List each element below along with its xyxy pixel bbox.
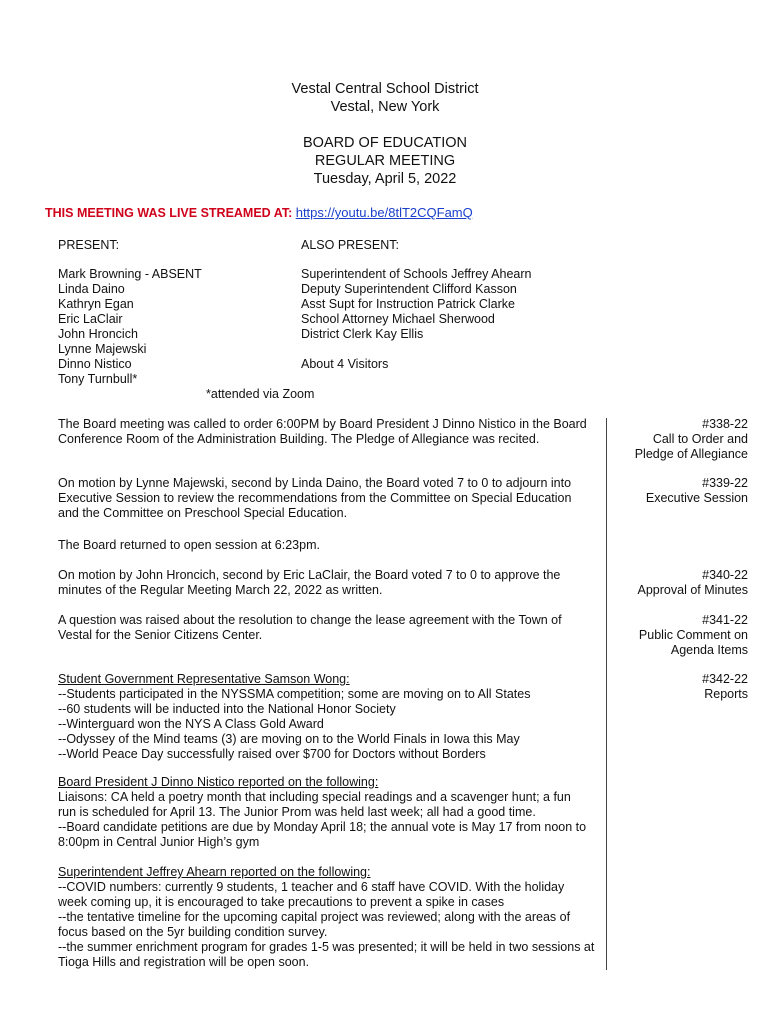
also-present-heading: ALSO PRESENT:: [301, 238, 399, 252]
present-member: Lynne Majewski: [58, 342, 147, 356]
present-member: Tony Turnbull*: [58, 372, 138, 386]
district-name: Vestal Central School District: [291, 81, 479, 97]
resolution-title: Public Comment on: [638, 628, 748, 642]
student-report: [58, 672, 530, 762]
call-to-order-label: [635, 417, 748, 462]
resolution-number: #340-22: [702, 568, 748, 582]
call-to-order-text: [58, 417, 587, 447]
also-present-list: [301, 267, 531, 342]
text-line: Executive Session to review the recommendations from the Committee on Special Education: [58, 491, 572, 505]
present-member: Linda Daino: [58, 282, 125, 296]
present-member: John Hroncich: [58, 327, 138, 341]
resolution-title: Approval of Minutes: [637, 583, 748, 597]
resolution-number: #342-22: [702, 672, 748, 686]
resolution-title: Agenda Items: [670, 643, 748, 657]
board-title: BOARD OF EDUCATION: [302, 135, 468, 151]
stream-label: THIS MEETING WAS LIVE STREAMED AT:: [45, 206, 293, 220]
text-line: --COVID numbers: currently 9 students, 1 teacher and 6 staff have COVID. With the holiday: [58, 880, 565, 894]
visitors-count: About 4 Visitors: [301, 357, 389, 371]
text-line: A question was raised about the resolution to change the lease agreement with the Town of: [58, 613, 562, 627]
text-line: run is scheduled for April 13. The Junior Prom was held last week; all had a good time.: [58, 805, 536, 819]
text-line: Tioga Hills and registration will be open soon.: [58, 955, 310, 969]
also-present-member: Deputy Superintendent Clifford Kasson: [301, 282, 517, 296]
executive-session-text: [58, 476, 571, 521]
district-location: Vestal, New York: [330, 99, 440, 115]
text-line: --Odyssey of the Mind teams (3) are moving on to the World Finals in Iowa this May: [58, 732, 520, 746]
public-comment-label: [639, 613, 748, 658]
zoom-note: *attended via Zoom: [206, 387, 315, 401]
stream-notice: [45, 205, 473, 220]
text-line: --Winterguard won the NYS A Class Gold Award: [58, 717, 324, 731]
minutes-approval-label: [638, 568, 748, 598]
text-line: The Board returned to open session at 6:23pm.: [58, 538, 320, 552]
president-report-heading: Board President J Dinno Nistico reported on the following:: [58, 775, 379, 789]
also-present-member: Superintendent of Schools Jeffrey Ahearn: [301, 267, 532, 281]
text-line: Conference Room of the Administration Building. The Pledge of Allegiance was recited.: [58, 432, 540, 446]
present-member: Kathryn Egan: [58, 297, 134, 311]
superintendent-report: [58, 865, 594, 970]
student-report-heading: Student Government Representative Samson Wong:: [58, 672, 350, 686]
superintendent-report-heading: Superintendent Jeffrey Ahearn reported on the following:: [58, 865, 371, 879]
text-line: Vestal for the Senior Citizens Center.: [58, 628, 263, 642]
text-line: On motion by John Hroncich, second by Eric LaClair, the Board voted 7 to 0 to approve the: [58, 568, 561, 582]
text-line: and the Committee on Preschool Special Education.: [58, 506, 348, 520]
column-divider: [606, 418, 607, 970]
text-line: minutes of the Regular Meeting March 22, 2022 as written.: [58, 583, 383, 597]
meeting-type: REGULAR MEETING: [314, 153, 456, 169]
reports-label: [702, 672, 748, 702]
resolution-title: Reports: [704, 687, 748, 701]
stream-link[interactable]: https://youtu.be/8tlT2CQFamQ: [295, 205, 473, 220]
text-line: week coming up, it is encouraged to take precautions to prevent a spike in cases: [58, 895, 505, 909]
text-line: --the summer enrichment program for grades 1-5 was presented; it will be held in two sessions at: [58, 940, 595, 954]
meeting-date: Tuesday, April 5, 2022: [313, 171, 457, 187]
present-member: Eric LaClair: [58, 312, 123, 326]
text-line: focus based on the 5yr building condition survey.: [58, 925, 328, 939]
resolution-number: #341-22: [702, 613, 748, 627]
text-line: --Students participated in the NYSSMA competition; some are moving on to All States: [58, 687, 531, 701]
resolution-title: Call to Order and: [652, 432, 748, 446]
resolution-number: #338-22: [702, 417, 748, 431]
president-report: [58, 775, 586, 850]
text-line: The Board meeting was called to order 6:00PM by Board President J Dinno Nistico in the Board: [58, 417, 587, 431]
text-line: --the tentative timeline for the upcoming capital project was reviewed; along with the areas of: [58, 910, 571, 924]
open-session-text: [58, 538, 320, 553]
minutes-approval-text: [58, 568, 560, 598]
present-member: Dinno Nistico: [58, 357, 132, 371]
document-header: [0, 80, 770, 188]
resolution-title: Executive Session: [645, 491, 748, 505]
text-line: On motion by Lynne Majewski, second by Linda Daino, the Board voted 7 to 0 to adjourn into: [58, 476, 572, 490]
text-line: 8:00pm in Central Junior High’s gym: [58, 835, 260, 849]
text-line: --World Peace Day successfully raised over $700 for Doctors without Borders: [58, 747, 486, 761]
present-list: [58, 267, 202, 387]
resolution-number: #339-22: [702, 476, 748, 490]
present-member: Mark Browning - ABSENT: [58, 267, 202, 281]
also-present-member: School Attorney Michael Sherwood: [301, 312, 495, 326]
present-heading: PRESENT:: [58, 238, 120, 252]
also-present-member: District Clerk Kay Ellis: [301, 327, 424, 341]
public-comment-text: [58, 613, 562, 643]
text-line: Liaisons: CA held a poetry month that including special readings and a scavenger hunt; a fun: [58, 790, 571, 804]
text-line: --Board candidate petitions are due by Monday April 18; the annual vote is May 17 from noon to: [58, 820, 587, 834]
resolution-title: Pledge of Allegiance: [634, 447, 748, 461]
also-present-member: Asst Supt for Instruction Patrick Clarke: [301, 297, 515, 311]
text-line: --60 students will be inducted into the National Honor Society: [58, 702, 396, 716]
executive-session-label: [646, 476, 748, 506]
